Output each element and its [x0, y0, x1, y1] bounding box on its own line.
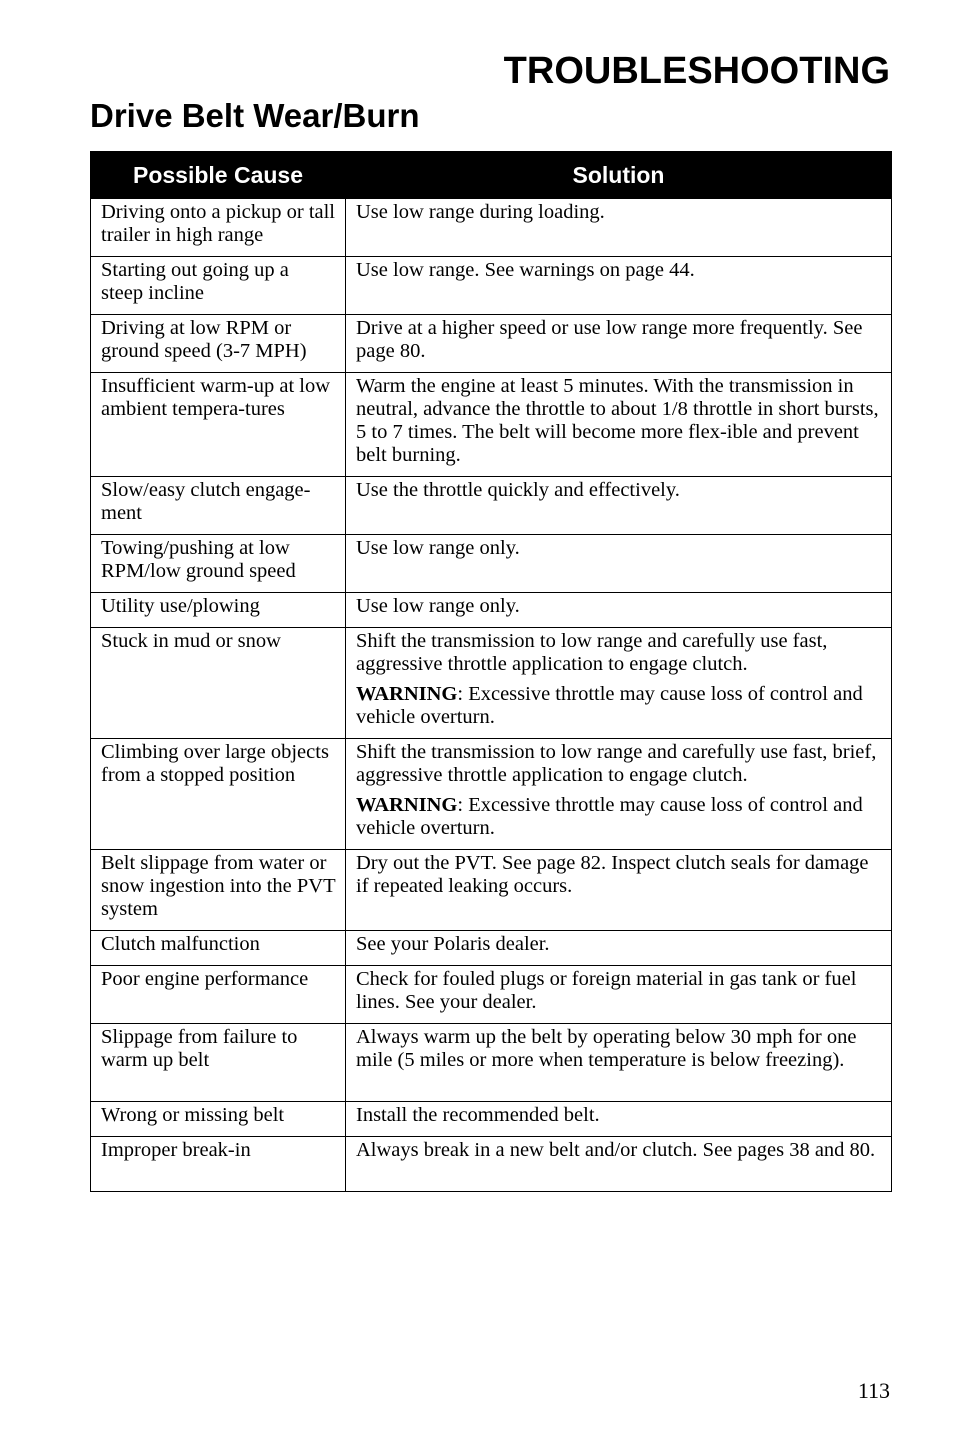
section-title: Drive Belt Wear/Burn: [90, 97, 420, 134]
table-row: [91, 315, 892, 373]
page-header-title: TROUBLESHOOTING: [503, 50, 890, 92]
solution-cell: [346, 628, 892, 739]
table-header-row: [91, 152, 892, 199]
table-row: [91, 931, 892, 966]
cause-cell: Insufficient warm-up at low ambient tempera-tures: [91, 373, 346, 477]
warning-note: [356, 794, 882, 840]
solution-cell: Use low range during loading.: [346, 199, 892, 257]
cause-cell: Slippage from failure to warm up belt: [91, 1024, 346, 1102]
page-number: 113: [857, 1378, 890, 1403]
table-row: [91, 1024, 892, 1102]
cause-cell: Driving at low RPM or ground speed (3-7 MPH): [91, 315, 346, 373]
warning-label: WARNING: [356, 794, 458, 816]
solution-cell: Always warm up the belt by operating below 30 mph for one mile (5 miles or more when temperature is below freezing).: [346, 1024, 892, 1102]
solution-cell: Use low range. See warnings on page 44.: [346, 257, 892, 315]
cause-cell: Stuck in mud or snow: [91, 628, 346, 739]
warning-text: : Excessive throttle may cause loss of control and vehicle overturn.: [356, 683, 863, 728]
cause-cell: Driving onto a pickup or tall trailer in high range: [91, 199, 346, 257]
column-header-cause: Possible Cause: [91, 152, 346, 199]
cause-cell: Slow/easy clutch engage-ment: [91, 477, 346, 535]
cause-cell: Belt slippage from water or snow ingestion into the PVT system: [91, 850, 346, 931]
cause-cell: Poor engine performance: [91, 966, 346, 1024]
cause-cell: Utility use/plowing: [91, 593, 346, 628]
table-row: [91, 199, 892, 257]
solution-cell: Check for fouled plugs or foreign material in gas tank or fuel lines. See your dealer.: [346, 966, 892, 1024]
column-header-solution: Solution: [346, 152, 892, 199]
solution-cell: See your Polaris dealer.: [346, 931, 892, 966]
cause-cell: Wrong or missing belt: [91, 1102, 346, 1137]
solution-cell: Use low range only.: [346, 593, 892, 628]
table-row: [91, 477, 892, 535]
table-row: [91, 1102, 892, 1137]
solution-text: Shift the transmission to low range and carefully use fast, brief, aggressive throttle application to engage clutch.: [356, 741, 877, 786]
table-row: [91, 850, 892, 931]
solution-text: Shift the transmission to low range and carefully use fast, aggressive throttle application to engage clutch.: [356, 630, 828, 675]
table-row: [91, 593, 892, 628]
table-row: [91, 966, 892, 1024]
cause-cell: Improper break-in: [91, 1137, 346, 1192]
warning-note: [356, 683, 882, 729]
cause-cell: Towing/pushing at low RPM/low ground speed: [91, 535, 346, 593]
cause-cell: Clutch malfunction: [91, 931, 346, 966]
warning-text: : Excessive throttle may cause loss of control and vehicle overturn.: [356, 794, 863, 839]
table-row: [91, 1137, 892, 1192]
table-row: [91, 257, 892, 315]
table-row: [91, 628, 892, 739]
solution-cell: Use the throttle quickly and effectively.: [346, 477, 892, 535]
solution-cell: Dry out the PVT. See page 82. Inspect clutch seals for damage if repeated leaking occurs.: [346, 850, 892, 931]
cause-cell: Starting out going up a steep incline: [91, 257, 346, 315]
solution-cell: Drive at a higher speed or use low range more frequently. See page 80.: [346, 315, 892, 373]
table-row: [91, 535, 892, 593]
solution-cell: Install the recommended belt.: [346, 1102, 892, 1137]
solution-cell: [346, 739, 892, 850]
solution-cell: Use low range only.: [346, 535, 892, 593]
table-row: [91, 739, 892, 850]
troubleshooting-table: [90, 151, 892, 1192]
solution-cell: Warm the engine at least 5 minutes. With the transmission in neutral, advance the throttle to about 1/8 throttle in short bursts, 5 to 7 times. The belt will become more flex-ible and prevent belt burning.: [346, 373, 892, 477]
cause-cell: Climbing over large objects from a stopped position: [91, 739, 346, 850]
table-row: [91, 373, 892, 477]
solution-cell: Always break in a new belt and/or clutch. See pages 38 and 80.: [346, 1137, 892, 1192]
warning-label: WARNING: [356, 683, 458, 705]
